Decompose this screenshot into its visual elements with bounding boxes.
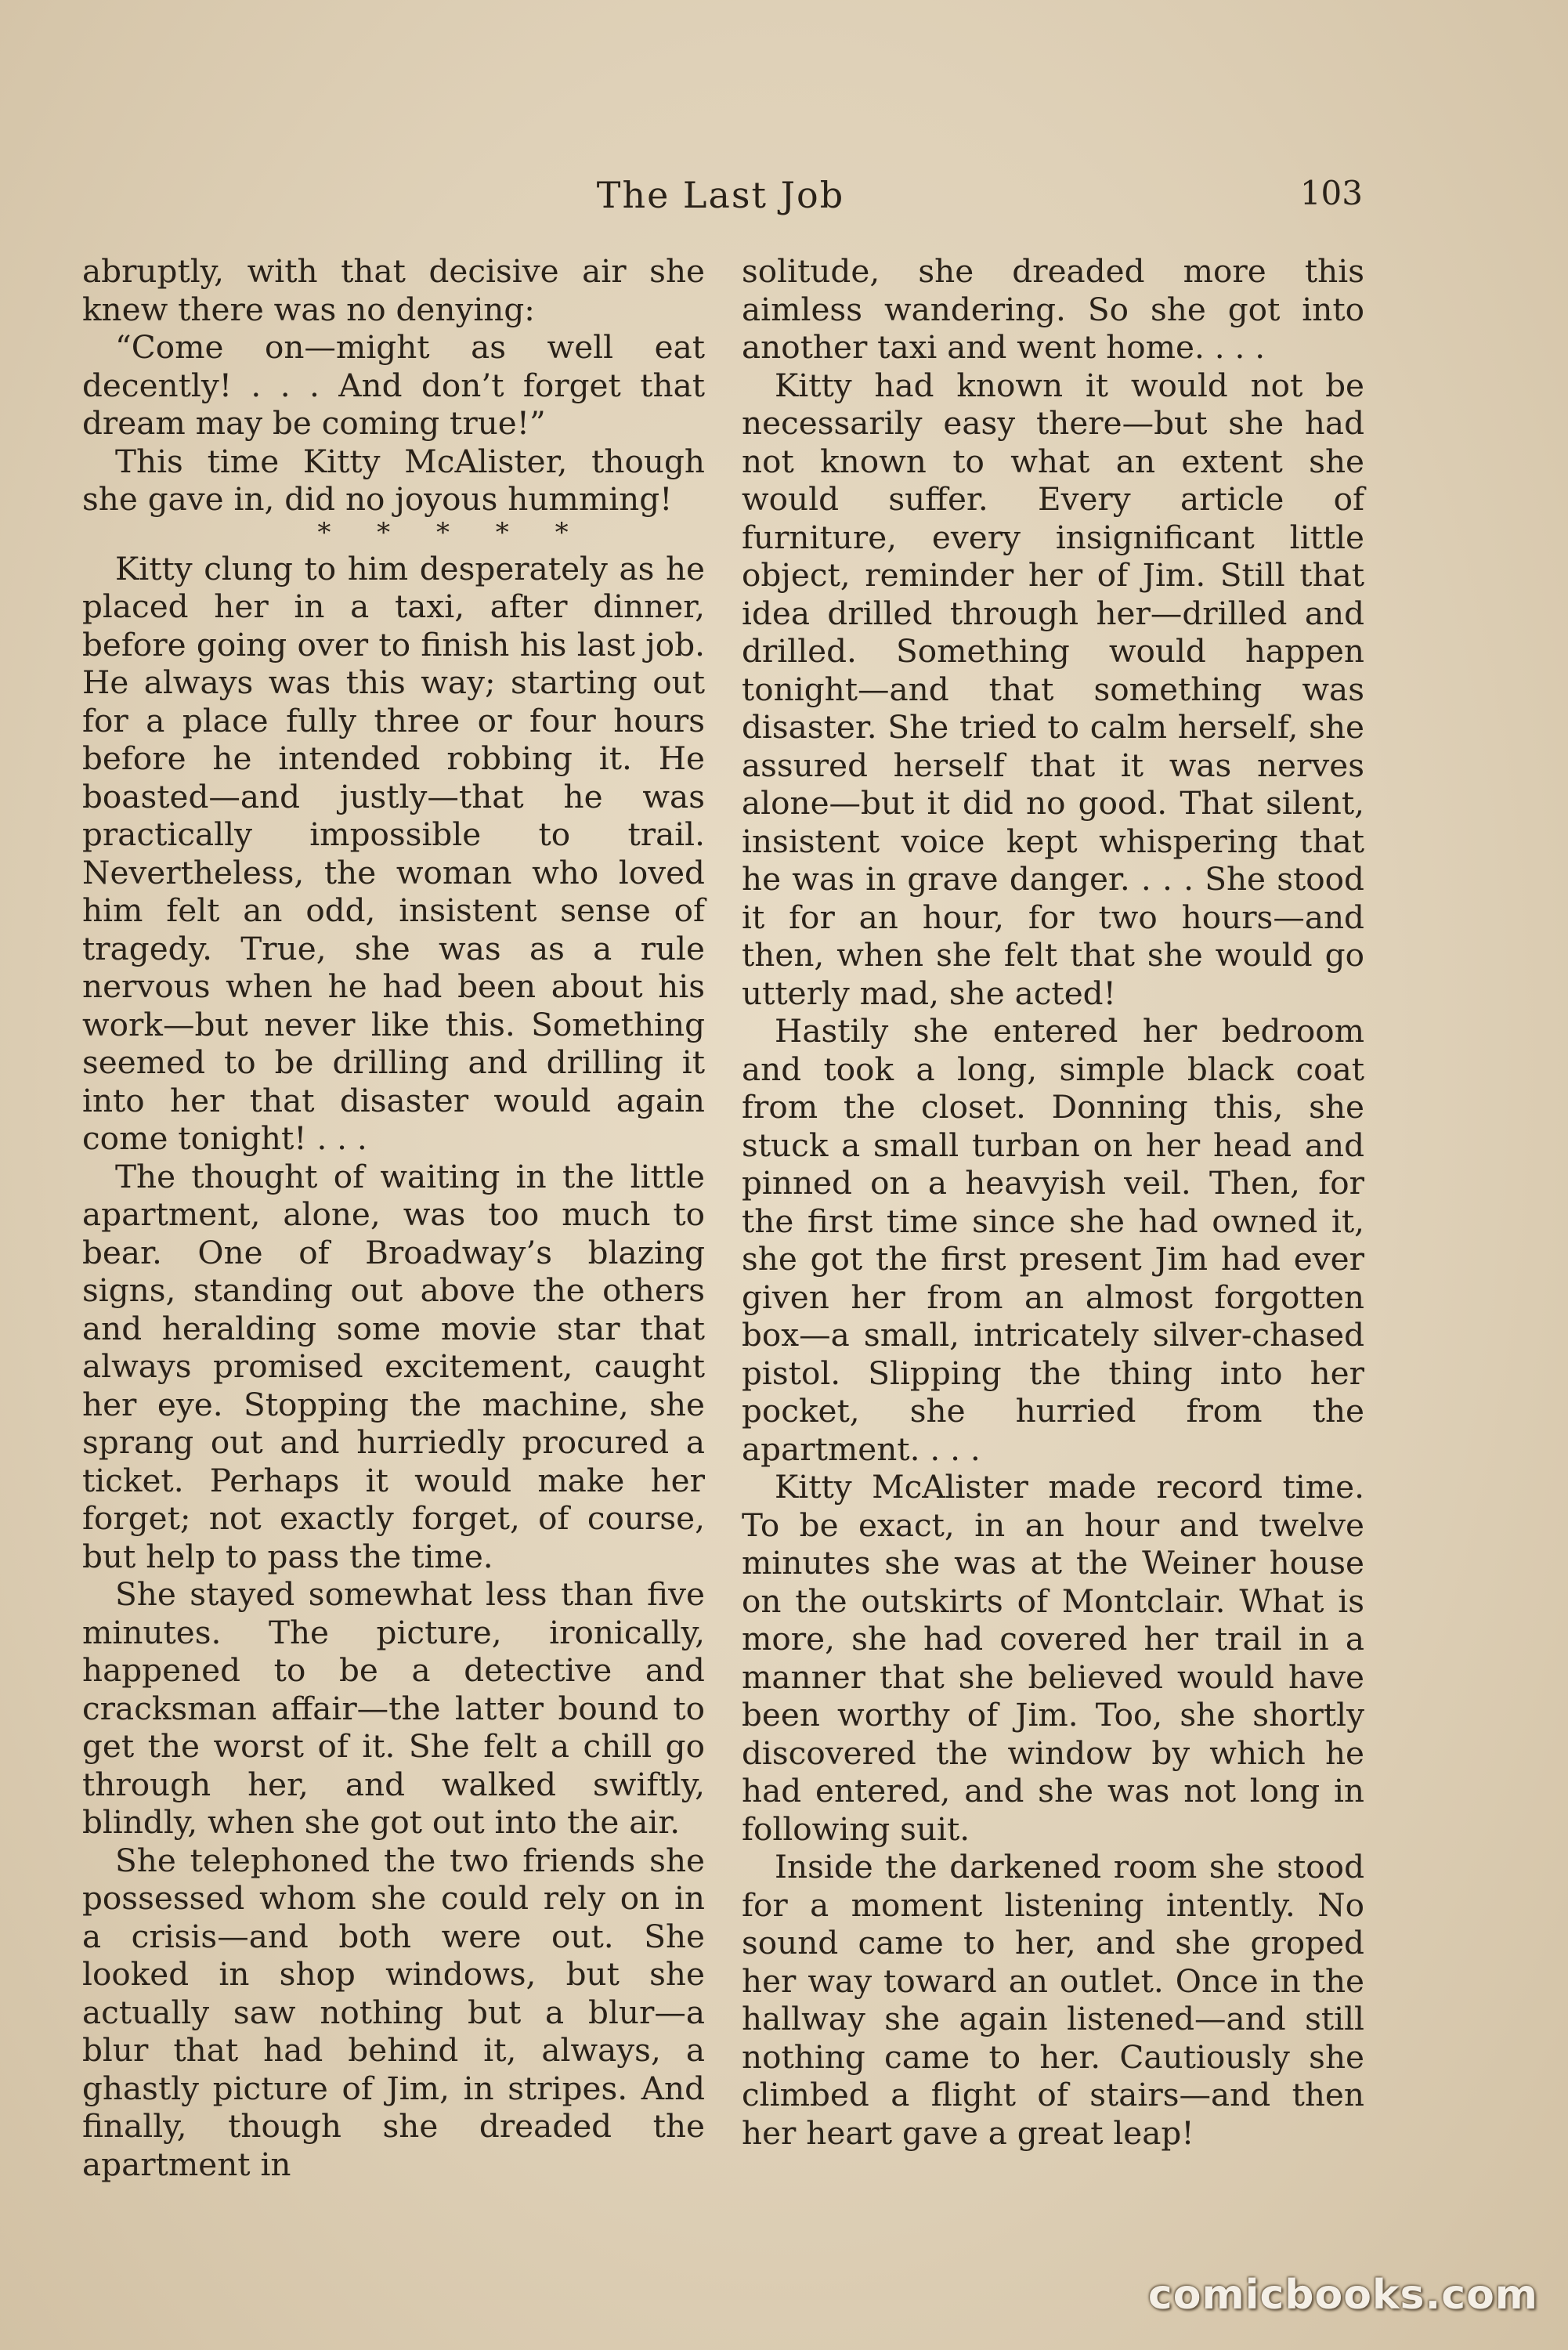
paragraph: She telephoned the two friends she possessed whom she could rely on in a crisis—and both were out. She looked in shop windows, but she actually saw nothing but a blur—a blur that had behind it, always, a ghastly picture of Jim, in stripes. And finally, though she dreaded the apartment in [82,1841,705,2183]
paragraph: Hastily she entered her bedroom and took a long, simple black coat from the closet. Donning this, she stuck a small turban on her head and pinned on a heavyish veil. Then, for the first time since she had owned it, she got the first present Jim had ever given her from an almost forgotten box—a small, intricately silver-chased pistol. Slipping the thing into her pocket, she hurried from the apartment. . . . [742,1012,1364,1468]
section-break: * * * * * [317,516,587,548]
paragraph: abruptly, with that decisive air she knew there was no denying: [82,252,705,328]
paragraph: “Come on—might as well eat decently! . . . And don’t forget that dream may be coming true!” [82,328,705,442]
page-header [78,164,1363,227]
page-number: 103 [1299,174,1363,212]
left-text-column [82,252,705,2183]
paragraph: The thought of waiting in the little apartment, alone, was too much to bear. One of Broadway’s blazing signs, standing out above the others and heralding some movie star that always promised excitement, caught her eye. Stopping the machine, she sprang out and hurriedly procured a ticket. Perhaps it would make her forget; not exactly forget, of course, but help to pass the time. [82,1157,705,1575]
right-text-column [742,252,1364,2152]
paragraph: This time Kitty McAlister, though she gave in, did no joyous humming! [82,442,705,518]
site-watermark: comicbooks.com [1147,2272,1538,2319]
running-title: The Last Job [596,174,845,216]
paragraph: Kitty McAlister made record time. To be exact, in an hour and twelve minutes she was at the Weiner house on the outskirts of Montclair. What is more, she had covered her trail in a manner that she believed would have been worthy of Jim. Too, she shortly discovered the window by which he had entered, and she was not long in following suit. [742,1468,1364,1848]
paragraph: Kitty had known it would not be necessarily easy there—but she had not known to what an extent she would suffer. Every article of furniture, every insignificant little object, reminder her of Jim. Still that idea drilled through her—drilled and drilled. Something would happen tonight—and that something was disaster. She tried to calm herself, she assured herself that it was nerves alone—but it did no good. That silent, insistent voice kept whispering that he was in grave danger. . . . She stood it for an hour, for two hours—and then, when she felt that she would go utterly mad, she acted! [742,366,1364,1012]
paragraph: Inside the darkened room she stood for a moment listening intently. No sound came to her, and she groped her way toward an outlet. Once in the hallway she again listened—and still nothing came to her. Cautiously she climbed a flight of stairs—and then her heart gave a great leap! [742,1848,1364,2152]
paragraph: Kitty clung to him desperately as he placed her in a taxi, after dinner, before going over to finish his last job. He always was this way; starting out for a place fully three or four hours before he intended robbing it. He boasted—and justly—that he was practically impossible to trail. Nevertheless, the woman who loved him felt an odd, insistent sense of tragedy. True, she was as a rule nervous when he had been about his work—but never like this. Something seemed to be drilling and drilling it into her that disaster would again come tonight! . . . [82,549,705,1157]
paragraph: solitude, she dreaded more this aimless wandering. So she got into another taxi and went home. . . . [742,252,1364,366]
paragraph: She stayed somewhat less than five minutes. The picture, ironically, happened to be a detective and cracksman affair—the latter bound to get the worst of it. She felt a chill go through her, and walked swiftly, blindly, when she got out into the air. [82,1575,705,1841]
